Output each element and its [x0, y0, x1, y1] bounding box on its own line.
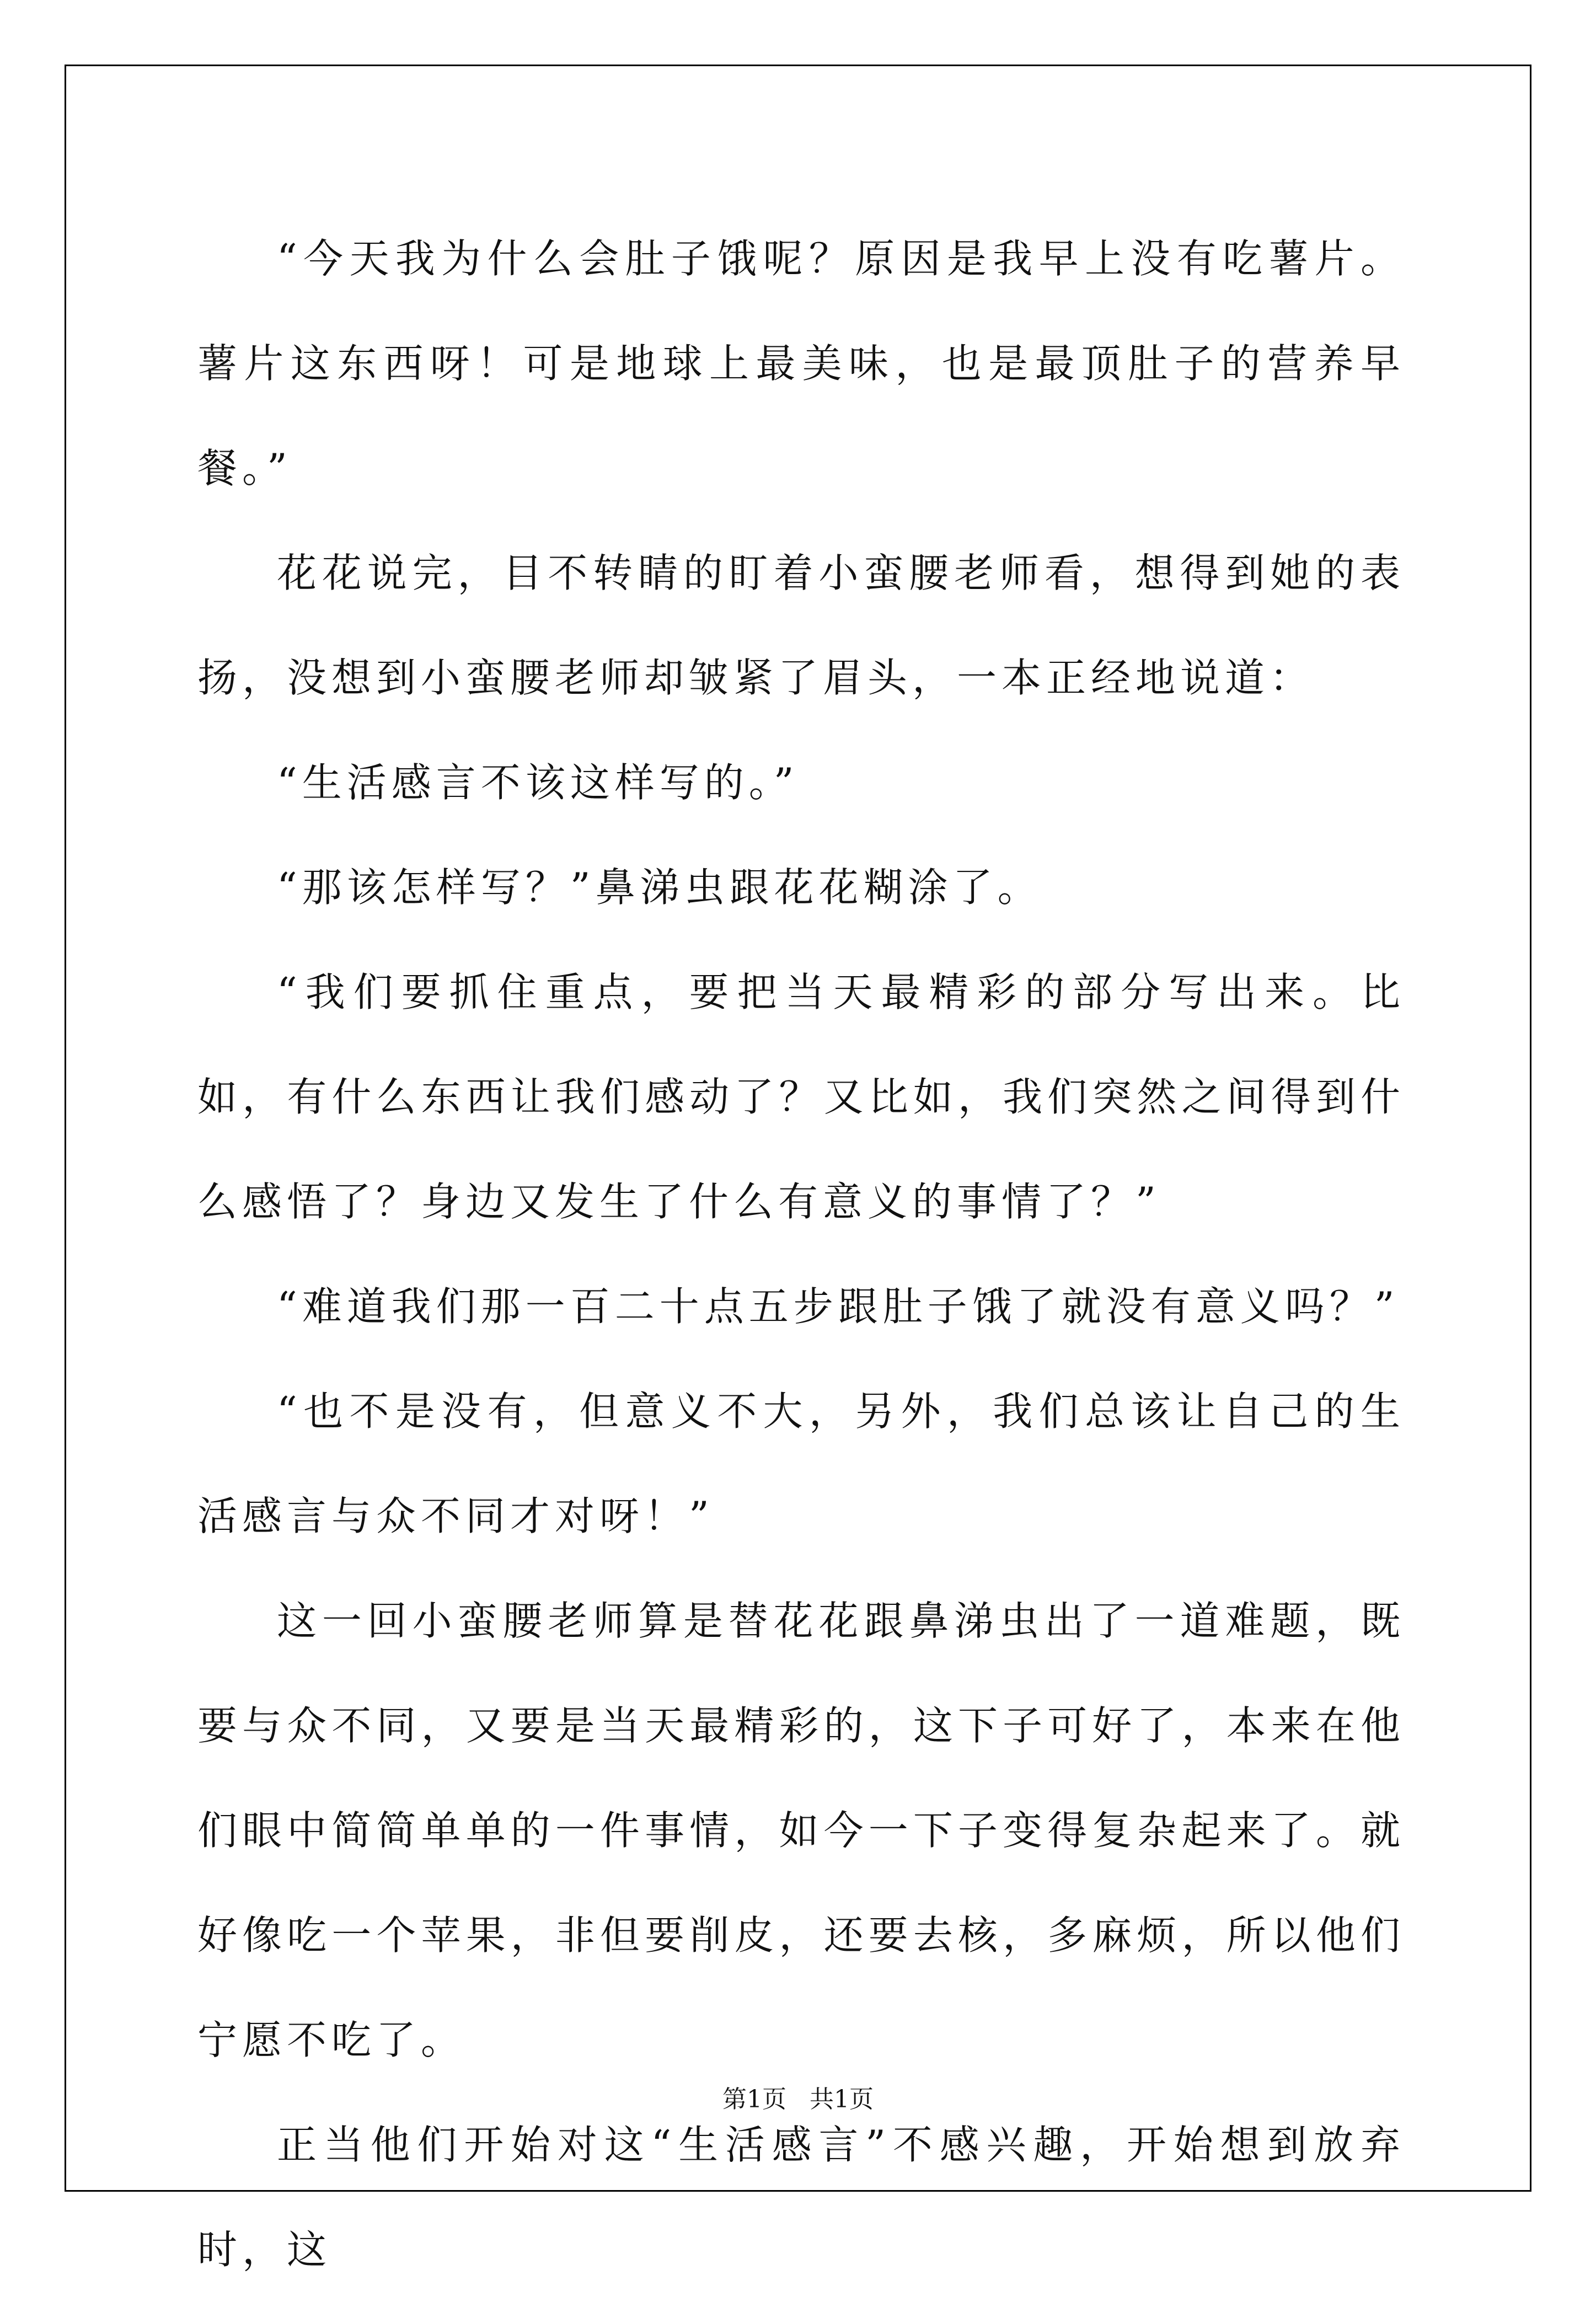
total-pages: 共1页	[809, 2085, 874, 2113]
page-number: 第1页	[722, 2085, 787, 2113]
paragraph-7: “也不是没有，但意义不大，另外，我们总该让自己的生活感言与众不同才对呀！”	[197, 1388, 1405, 1539]
document-body	[197, 206, 1405, 2302]
paragraph-9: 正当他们开始对这“生活感言”不感兴趣，开始想到放弃时，这	[197, 2122, 1405, 2273]
paragraph-8: 这一回小蛮腰老师算是替花花跟鼻涕虫出了一道难题，既要与众不同，又要是当天最精彩的，这下子可好了，本来在他们眼中简简单单的一件事情，如今一下子变得复杂起来了。就好像吃一个苹果，非但要削皮，还要去核，多麻烦，所以他们宁愿不吃了。	[197, 1598, 1405, 2063]
paragraph-3: “生活感言不该这样写的。”	[277, 759, 799, 806]
paragraph-4: “那该怎样写？”鼻涕虫跟花花糊涂了。	[277, 864, 1042, 911]
paragraph-5: “我们要抓住重点，要把当天最精彩的部分写出来。比如，有什么东西让我们感动了？又比如，我们突然之间得到什么感悟了？身边又发生了什么有意义的事情了？”	[197, 969, 1405, 1225]
page-footer	[0, 2079, 1596, 2114]
paragraph-6: “难道我们那一百二十点五步跟肚子饿了就没有意义吗？”	[277, 1283, 1400, 1330]
paragraph-2: 花花说完，目不转睛的盯着小蛮腰老师看，想得到她的表扬，没想到小蛮腰老师却皱紧了眉头，一本正经地说道：	[197, 550, 1405, 701]
paragraph-1: “今天我为什么会肚子饿呢？原因是我早上没有吃薯片。薯片这东西呀！可是地球上最美味，也是最顶肚子的营养早餐。”	[197, 235, 1405, 491]
